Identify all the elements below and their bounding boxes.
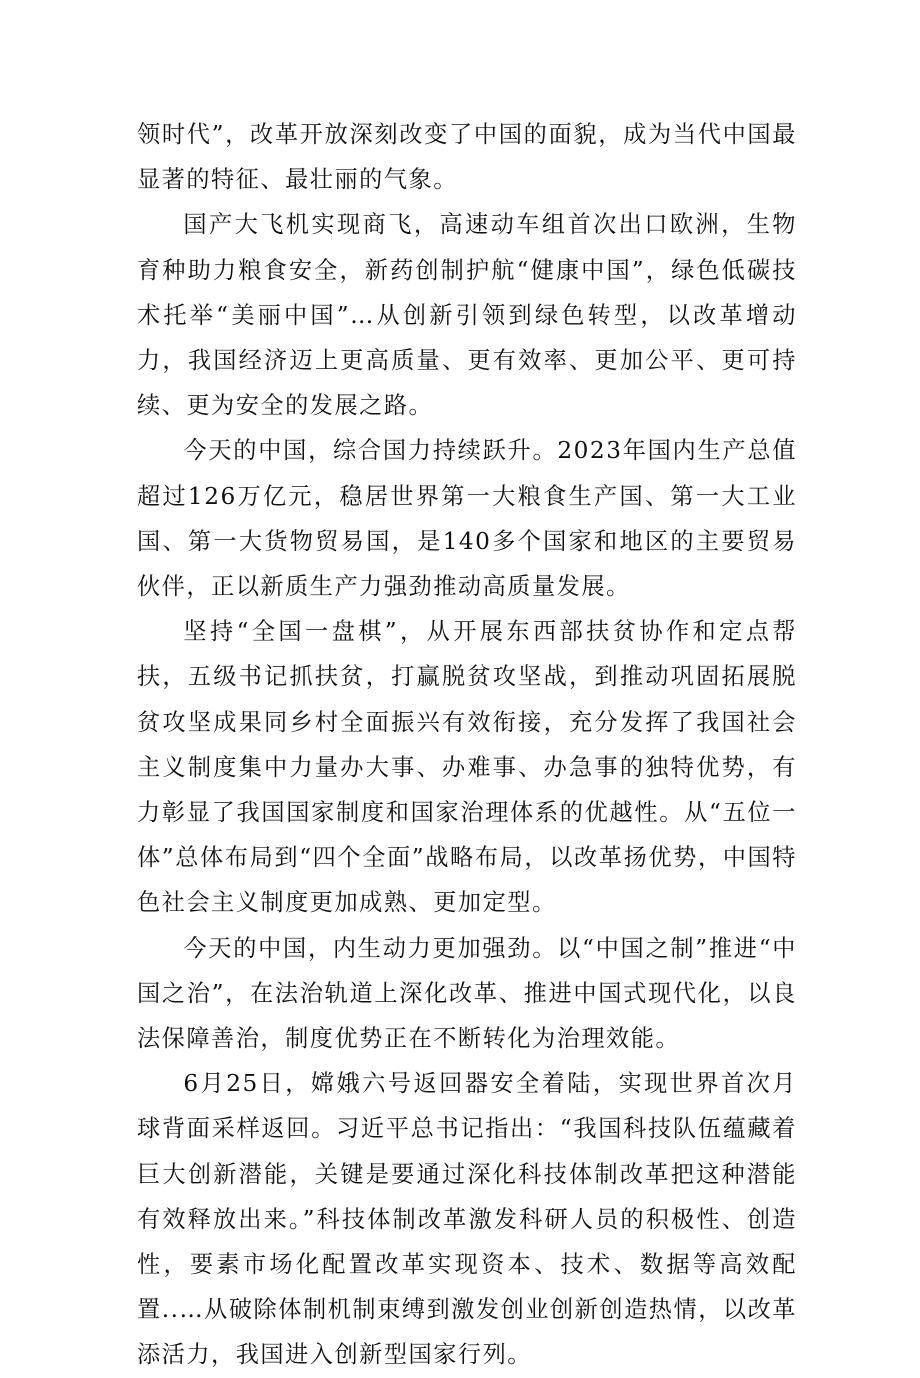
- paragraph-national-strength: 今天的中国，综合国力持续跃升。2023年国内生产总值超过126万亿元，稳居世界第一大粮食生产国、第一大工业国、第一大货物贸易国，是140多个国家和地区的主要贸易伙伴，正以新质生产力强劲推动高质量发展。: [137, 437, 797, 601]
- paragraph-innovation: 国产大飞机实现商飞，高速动车组首次出口欧洲，生物育种助力粮食安全，新药创制护航“健康中国”，绿色低碳技术托举“美丽中国”…从创新引领到绿色转型，以改革增动力，我国经济迈上更高质量、更有效率、更加公平、更可持续、更为安全的发展之路。: [137, 211, 797, 420]
- article-body: [137, 112, 797, 1378]
- paragraph-poverty-alleviation: 坚持“全国一盘棋”，从开展东西部扶贫协作和定点帮扶，五级书记抓扶贫，打赢脱贫攻坚战，到推动巩固拓展脱贫攻坚成果同乡村全面振兴有效衔接，充分发挥了我国社会主义制度集中力量办大事、办难事、办急事的独特优势，有力彰显了我国国家制度和国家治理体系的优越性。从“五位一体”总体布局到“四个全面”战略布局，以改革扬优势，中国特色社会主义制度更加成熟、更加定型。: [137, 618, 797, 917]
- paragraph-continuation: 领时代”，改革开放深刻改变了中国的面貌，成为当代中国最显著的特征、最壮丽的气象。: [137, 121, 797, 194]
- paragraph-chang-e-6: 6月25日，嫦娥六号返回器安全着陆，实现世界首次月球背面采样返回。习近平总书记指出：“我国科技队伍蕴藏着巨大创新潜能，关键是要通过深化科技体制改革把这种潜能有效释放出来。”科技体制改革激发科研人员的积极性、创造性，要素市场化配置改革实现资本、技术、数据等高效配置..…从破除体制机制束缚到激发创业创新创造热情，以改革添活力，我国进入创新型国家行列。: [137, 1070, 797, 1369]
- paragraph-governance: 今天的中国，内生动力更加强劲。以“中国之制”推进“中国之治”，在法治轨道上深化改革、推进中国式现代化，以良法保障善治，制度优势正在不断转化为治理效能。: [137, 934, 797, 1053]
